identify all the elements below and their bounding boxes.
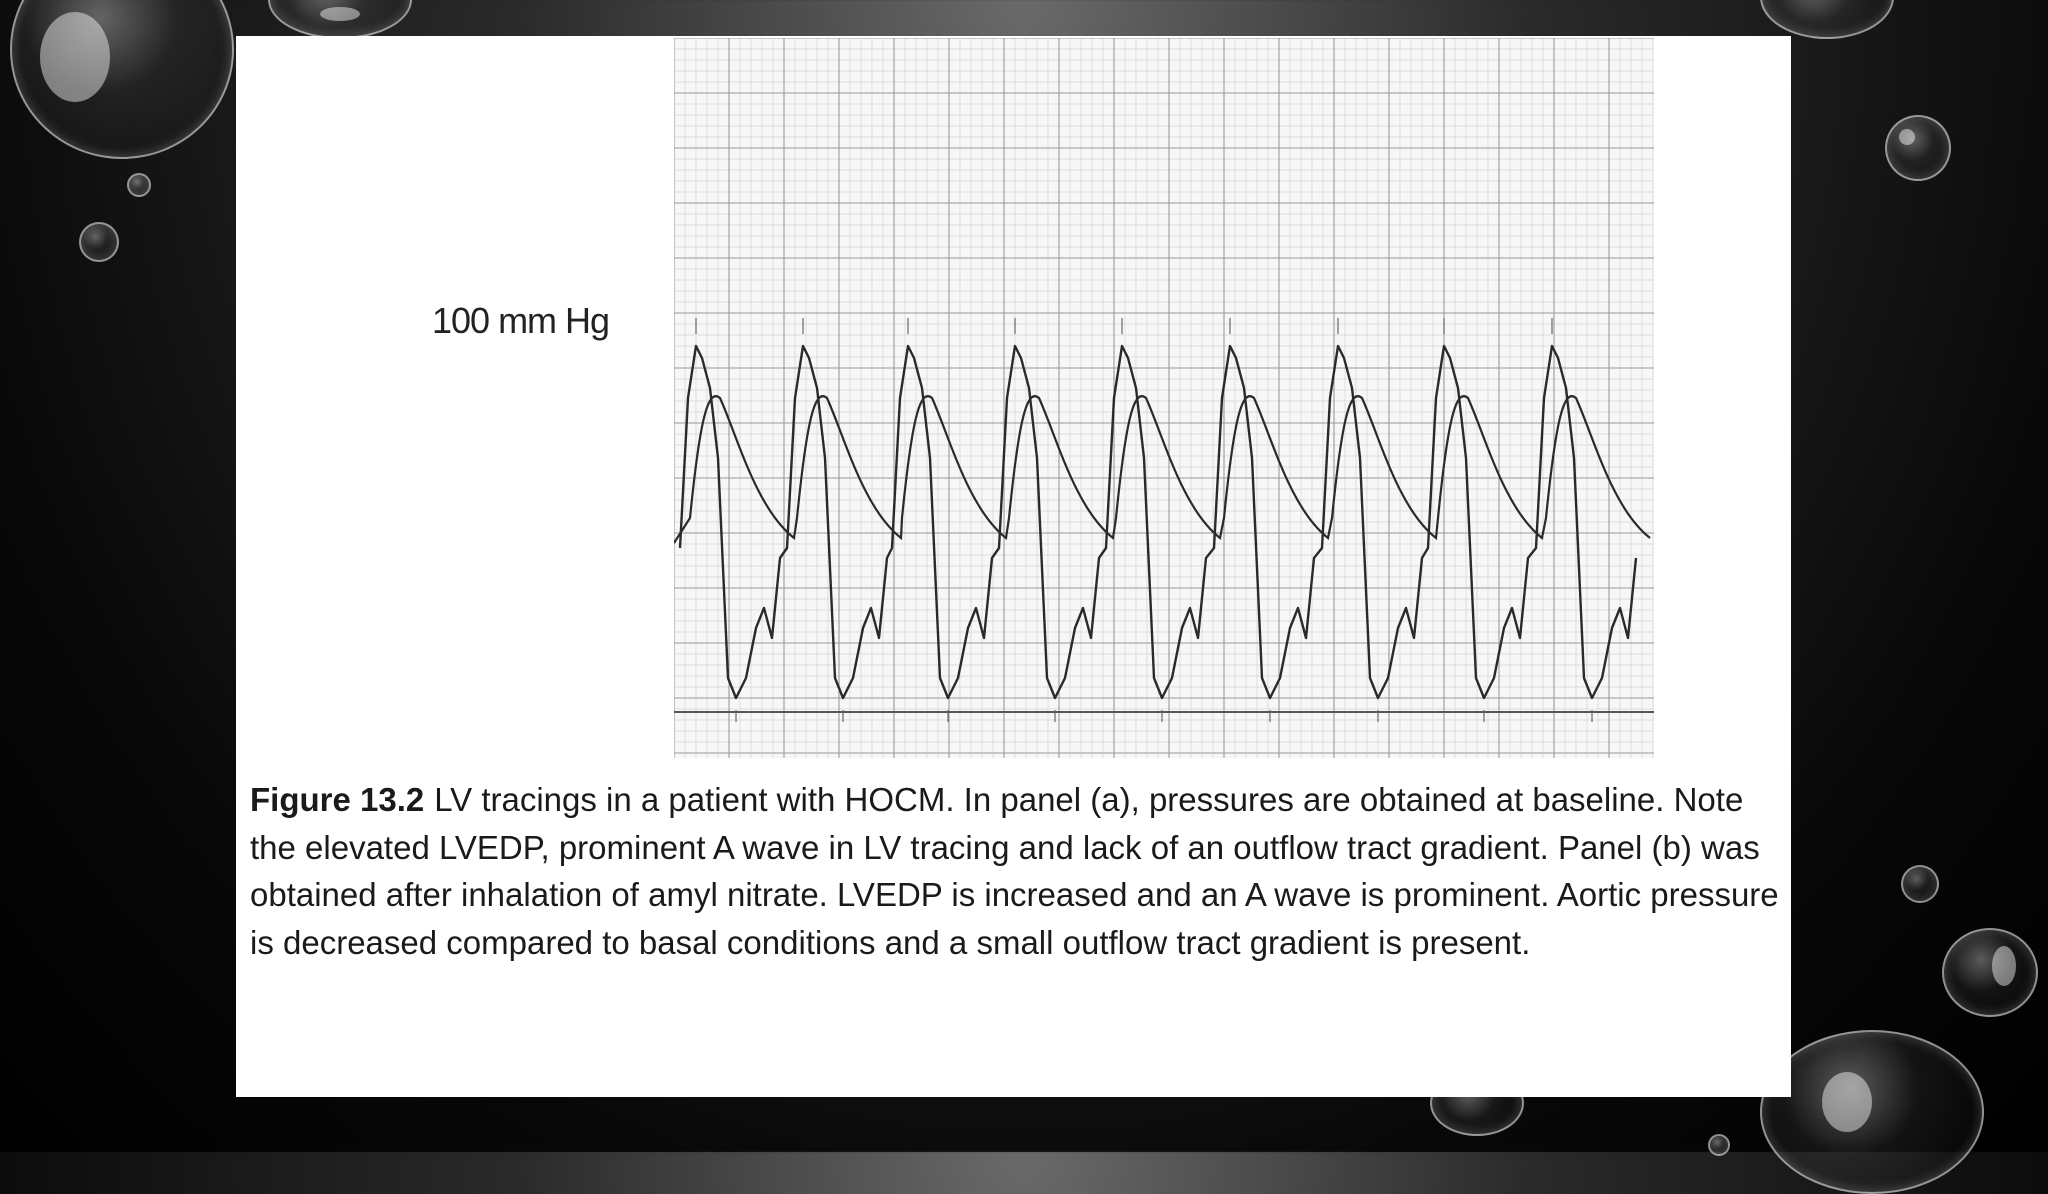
pressure-tracing-figure — [674, 38, 1654, 758]
decorative-bubble — [1901, 865, 1939, 903]
pressure-scale-label: 100 mm Hg — [432, 300, 610, 341]
decorative-bubble — [79, 222, 119, 262]
decorative-bubble — [1760, 0, 1894, 39]
figure-caption — [250, 776, 1785, 966]
figure-number: Figure 13.2 — [250, 781, 425, 818]
decorative-bubble — [1760, 1030, 1984, 1194]
caption-text: LV tracings in a patient with HOCM. In panel (a), pressures are obtained at baseline. Note the elevated LVEDP, prominent A wave in LV tracing and lack of an outflow tract gradient. Panel (b) was obtained after inhalation of amyl nitrate. LVEDP is increased and an A wave is prominent. Aortic pressure is decreased compared to basal conditions and a small outflow tract gradient is present. — [250, 781, 1779, 961]
decorative-bubble — [1942, 928, 2038, 1017]
lv-pressure-tracing — [674, 38, 1654, 758]
decorative-bubble — [268, 0, 412, 39]
decorative-bubble — [1708, 1134, 1730, 1156]
decorative-bubble — [127, 173, 151, 197]
recording-paper — [674, 38, 1654, 758]
figure-card — [236, 36, 1791, 1097]
decorative-bubble — [10, 0, 234, 159]
decorative-bubble — [1885, 115, 1951, 181]
